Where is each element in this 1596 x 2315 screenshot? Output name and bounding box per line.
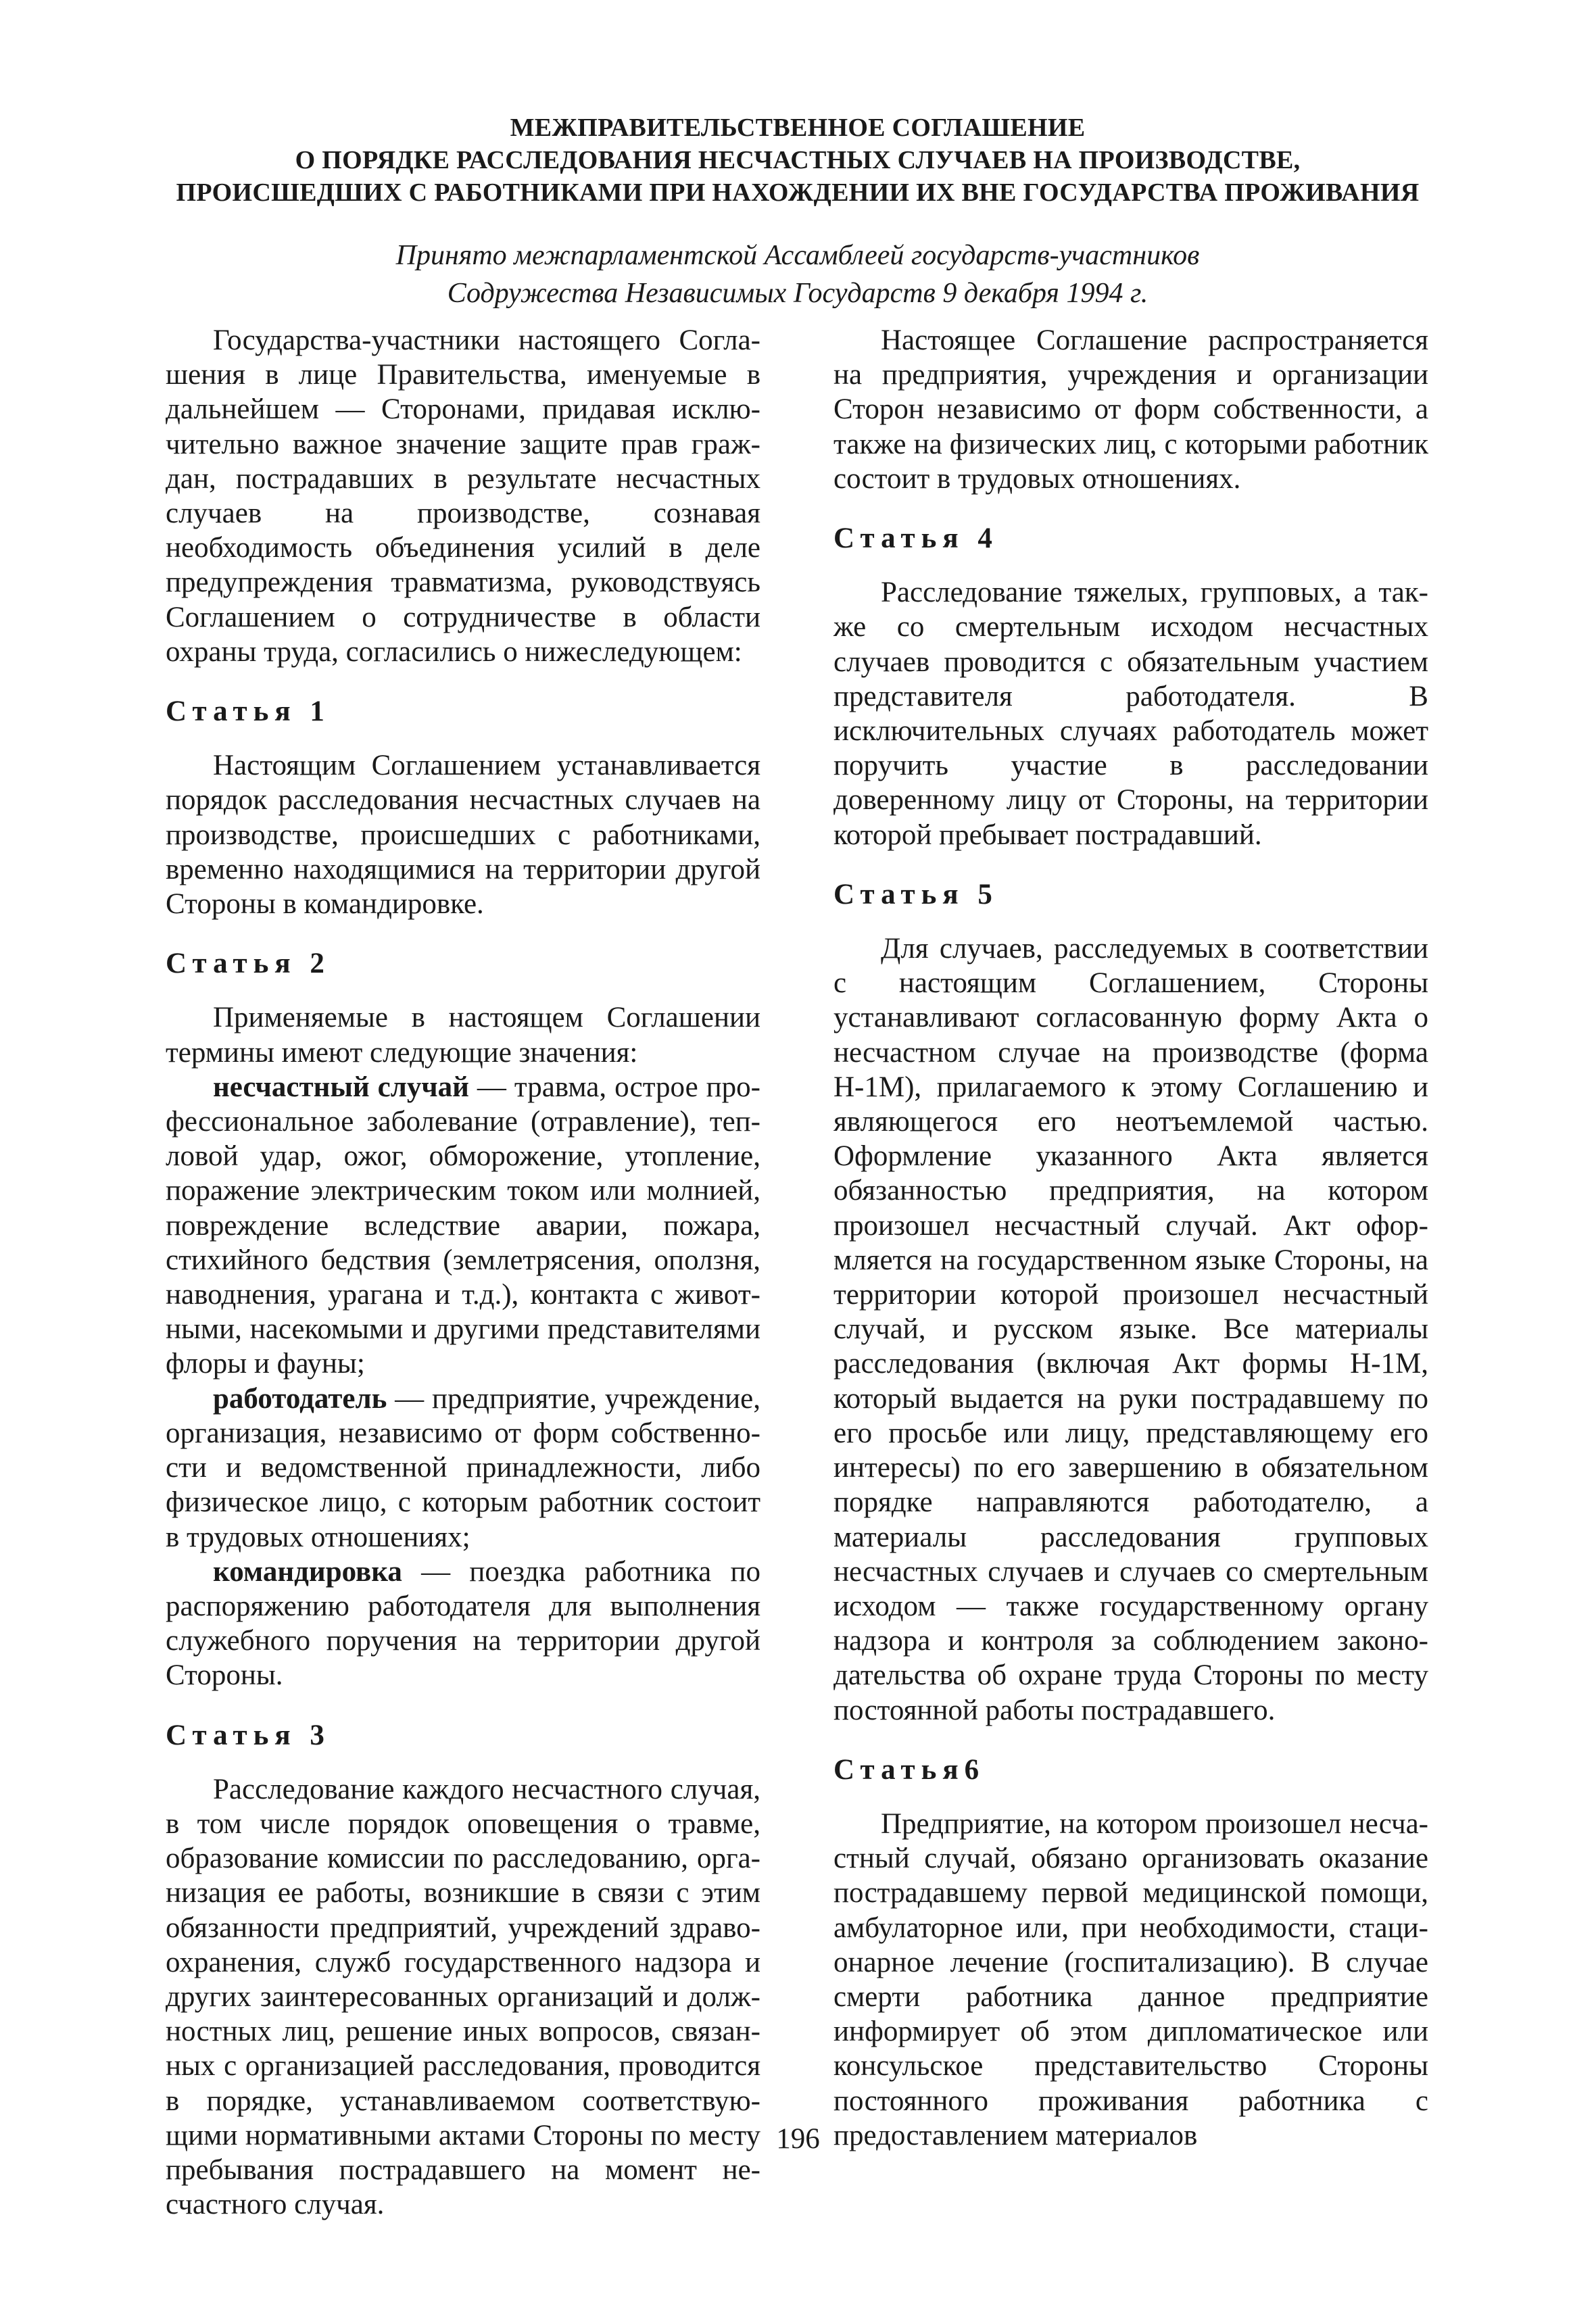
- article-6-heading: Статья6: [833, 1753, 986, 1786]
- term-employer: работодатель: [213, 1382, 387, 1415]
- article-1-text: Настоящим Соглашением устанавливается порядок расследования несчастных случаев на производстве, происшедших с работниками, временно находящимися на территории другой Стороны в командировке.: [166, 750, 760, 921]
- term-accident: несчастный случай: [213, 1071, 469, 1103]
- article-2-heading: Статья 2: [166, 948, 331, 980]
- article-6-text: Предприятие, на котором произошел несчастный случай, обязано организовать оказание пострадавшему первой медицинской помощи, амбулаторное или, при необходимости, стационарное лечение (госпитализацию). В случае смерти работника данное предприятие информирует об этом дипломатическое или консульское представительство Стороны постоянного проживания работника с предоставлением материалов: [833, 1807, 1428, 2151]
- definition-business-trip: [166, 1555, 760, 1693]
- article-4-text: Расследование тяжелых, групповых, а также со смертельным исходом несчастных случаев проводится с обязательным участием представителя работодателя. В исключительных случаях работодатель может поручить участие в расследовании доверенному лицу от Стороны, на территории которой пребывает пострадавший.: [833, 577, 1428, 851]
- article-3-heading: Статья 3: [166, 1719, 331, 1751]
- adoption-note: [101, 237, 1494, 312]
- article-5-text: Для случаев, расследуемых в соответствии с настоящим Соглашением, Стороны устанавливают согласованную форму Акта о несчастном случае на производстве (форма Н-1М), прилагаемого к этому Соглашению и являющегося его неотъемлемой частью. Оформление указанного Акта является обязанностью предприятия, на котором произошел несчастный случай. Акт оформляется на государственном языке Стороны, на территории которой произошел несчастный случай, и русском языке. Все материалы расследования (включая Акт формы Н-1М, который выдается на руки пострадавшему по его просьбе или лицу, представляющему его интересы) по его завершению в обязательном порядке направляются работодателю, а материалы расследования групповых несчастных случаев и случаев со смертельным исходом — также государственному органу надзора и контроля за соблюдением законодательства об охране труда Стороны по месту постоянной работы пострадавшего.: [833, 933, 1428, 1726]
- title-line-1: МЕЖПРАВИТЕЛЬСТВЕННОЕ СОГЛАШЕНИЕ: [510, 114, 1086, 142]
- title-line-3: ПРОИСШЕДШИХ С РАБОТНИКАМИ ПРИ НАХОЖДЕНИИ ИХ ВНЕ ГОСУДАРСТВА ПРОЖИВАНИЯ: [176, 178, 1420, 207]
- preamble-paragraph: Государства-участники настоящего Соглашения в лице Правительства, именуемые в дальнейшем — Сторонами, придавая исключительно важное значение защите прав граждан, пострадавших в результате несчастных случаев на производстве, сознавая необходимость объединения усилий в деле предупреждения травматизма, руководствуясь Соглашением о сотрудничестве в области охраны труда, согласились о нижеследующем:: [166, 324, 760, 668]
- left-column: [166, 323, 760, 2222]
- definition-employer-text: — предприятие, учреждение, организация, независимо от форм собственности и ведомственной принадлежности, либо физическое лицо, с которым работник состоит в трудовых отношениях;: [166, 1382, 760, 1553]
- right-column: [833, 323, 1428, 2153]
- document-title: [101, 112, 1494, 209]
- adoption-note-line-2: Содружества Независимых Государств 9 декабря 1994 г.: [447, 278, 1148, 309]
- adoption-note-line-1: Принято межпарламентской Ассамблеей государств-участников: [395, 240, 1200, 271]
- article-2-intro: Применяемые в настоящем Соглашении термины имеют следующие значения:: [166, 1002, 760, 1069]
- article-4-heading: Статья 4: [833, 522, 998, 555]
- page-number: 196: [776, 2123, 820, 2155]
- article-5-heading: Статья 5: [833, 878, 998, 910]
- definition-employer: [166, 1382, 760, 1555]
- article-3-text: Расследование каждого несчастного случая, в том числе порядок оповещения о травме, образование комиссии по расследованию, организация ее работы, возникшие в связи с этим обязанности предприятий, учреждений здравоохранения, служб государственного надзора и других заинтересованных организаций и должностных лиц, решение иных вопросов, связанных с организацией расследования, проводится в порядке, устанавливаемом соответствующими нормативными актами Стороны по месту пребывания пострадавшего на момент несчастного случая.: [166, 1773, 760, 2221]
- term-business-trip: командировка: [213, 1555, 402, 1588]
- definition-business-trip-text: — поездка работника по распоряжению работодателя для выполнения служебного поручения на территории другой Стороны.: [166, 1555, 760, 1692]
- title-line-2: О ПОРЯДКЕ РАССЛЕДОВАНИЯ НЕСЧАСТНЫХ СЛУЧАЕВ НА ПРОИЗВОДСТВЕ,: [295, 146, 1301, 174]
- definition-accident: [166, 1070, 760, 1382]
- article-3-text-2: Настоящее Соглашение распространяется на предприятия, учреждения и организации Сторон независимо от форм собственности, а также на физических лиц, с которыми работник состоит в трудовых отношениях.: [833, 324, 1428, 495]
- definition-accident-text: — травма, острое профессиональное заболевание (отравление), тепловой удар, ожог, обморожение, утопление, поражение электрическим током или молнией, повреждение вследствие аварии, пожара, стихийного бедствия (землетрясения, оползня, наводнения, урагана и т.д.), контакта с животными, насекомыми и другими представителями флоры и фауны;: [166, 1071, 760, 1380]
- article-1-heading: Статья 1: [166, 696, 331, 728]
